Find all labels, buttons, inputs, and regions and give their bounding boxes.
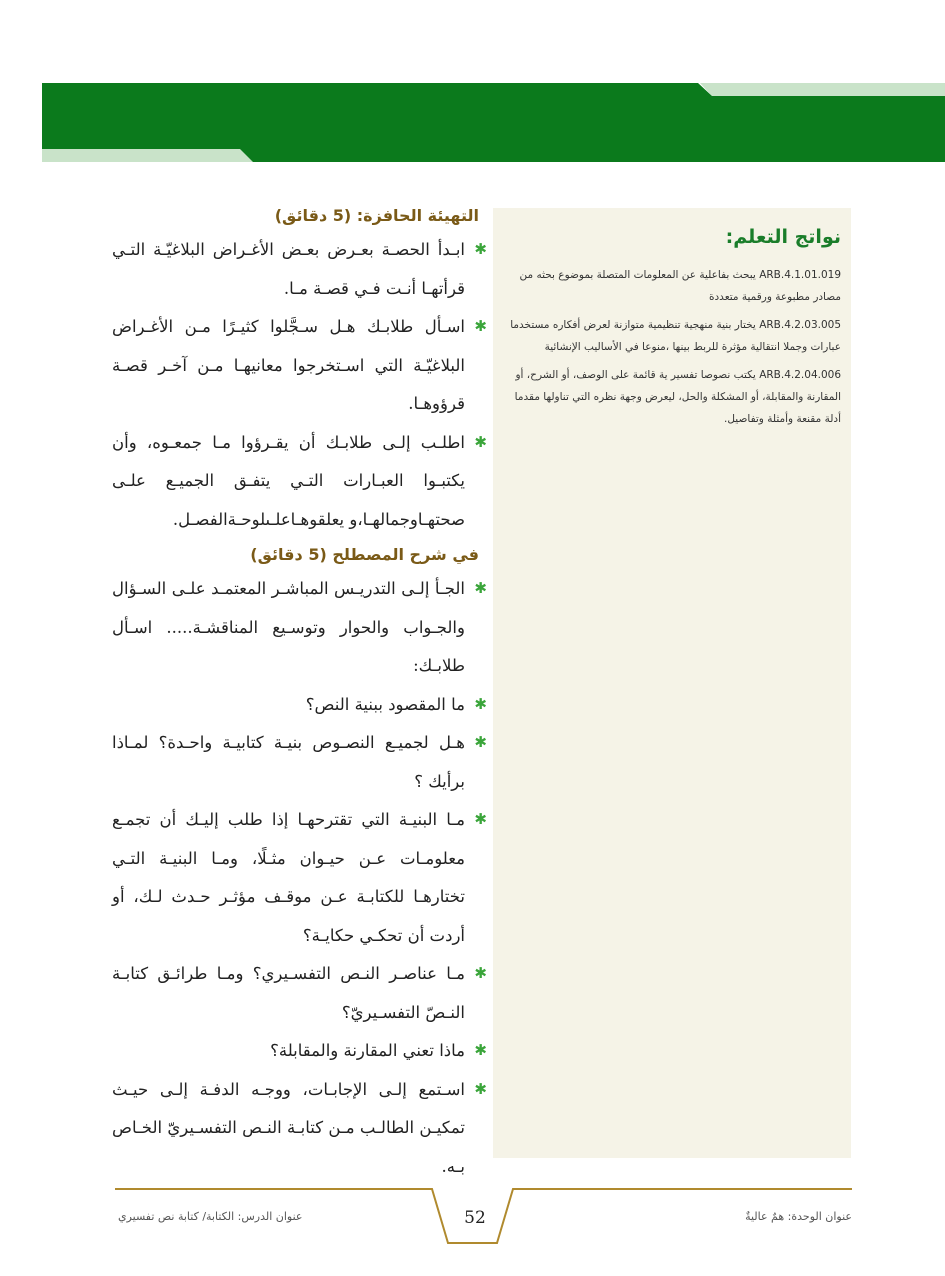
section-title-term: في شرح المصطلح (5 دقائق)	[250, 545, 479, 564]
outcome-code: ARB.4.2.03.005	[759, 319, 841, 331]
list-item-text: الجـأ إلـى التدريـس المباشـر المعتمـد علـى السـؤال والجـواب والحوار وتوسـيع المناقشـة..... اسـأل طلابـك:	[112, 579, 465, 675]
list-item	[112, 424, 487, 540]
term-list	[112, 570, 487, 1186]
list-item-text: اطلـب إلـى طلابـك أن يقـرؤوا مـا جمعـوه، وأن يكتبـوا العبـارات التـي يتفـق الجميـع علـى صحتهـاوجمالهـا،و يعلقوهـاعلـىلوحـةالفصـل.	[112, 432, 465, 529]
list-item	[112, 686, 487, 725]
warmup-list	[112, 231, 487, 539]
lesson-title: عنوان الدرس: الكتابة/ كتابة نص تفسيري	[118, 1210, 303, 1223]
asterisk-bullet-icon: ✱	[474, 579, 487, 597]
learning-outcomes-panel	[493, 208, 851, 1158]
list-item	[112, 231, 487, 308]
list-item-text: مـا البنيـة التي تقترحهـا إذا طلب إليـك أن تجمـع معلومـات عـن حيـوان مثـلًا، ومـا البنيـة التـي تختارهـا للكتابـة عـن موقـف مؤثـر حـدث لـك، أو أردت أن تحكـي حكايـة؟	[112, 810, 465, 945]
asterisk-bullet-icon: ✱	[474, 810, 487, 828]
list-item	[112, 1071, 487, 1187]
list-item	[112, 1032, 487, 1071]
outcome-item	[507, 264, 841, 308]
outcome-code: ARB.4.1.01.019	[759, 269, 841, 281]
asterisk-bullet-icon: ✱	[474, 964, 487, 982]
asterisk-bullet-icon: ✱	[474, 1041, 487, 1059]
list-item-text: ماذا تعني المقارنة والمقابلة؟	[270, 1041, 465, 1060]
outcome-text: يبحث بفاعلية عن المعلومات المتصلة بموضوع بحثه من مصادر مطبوعة ورقمية متعددة	[519, 269, 841, 303]
outcome-text: يختار بنية منهجية تنظيمية متوازنة لعرض أفكاره مستخدما عبارات وجملا انتقالية مؤثرة للربط بينها ،منوعا في الأساليب الإنشائية	[510, 319, 841, 353]
list-item-text: ابـدأ الحصـة بعـرض بعـض الأغـراض البلاغيّـة التـي قرأتهـا أنـت فـي قصـة مـا.	[112, 240, 465, 298]
lesson-content	[112, 200, 487, 1186]
outcome-item	[507, 314, 841, 358]
list-item	[112, 308, 487, 424]
asterisk-bullet-icon: ✱	[474, 317, 487, 335]
outcome-code: ARB.4.2.04.006	[759, 369, 841, 381]
banner-light-stripe-top	[700, 83, 945, 96]
list-item-text: اسـتمع إلـى الإجابـات، ووجـه الدفـة إلـى حيـث تمكيـن الطالـب مـن كتابـة النـص التفسـيريّ الخـاص بـه.	[112, 1079, 465, 1176]
list-item-text: اسـأل طلابـك هـل سـجَّلوا كثيـرًا مـن الأغـراض البلاغيّـة التي اسـتخرجوا معانيهـا مـن آخـر قصـة قرؤوهـا.	[112, 317, 465, 413]
asterisk-bullet-icon: ✱	[474, 1079, 487, 1098]
asterisk-bullet-icon: ✱	[474, 432, 487, 451]
page-number: 52	[464, 1208, 486, 1228]
header-banner	[0, 0, 945, 175]
list-item-text: ما المقصود ببنية النص؟	[305, 694, 465, 714]
outcome-item	[507, 364, 841, 430]
list-item	[112, 801, 487, 955]
section-title-warmup: التهيئة الحافزة: (5 دقائق)	[274, 206, 479, 225]
list-item	[112, 570, 487, 686]
outcome-text: يكتب نصوصا تفسير ية قائمة على الوصف، أو الشرح، أو المقارنة والمقابلة، أو المشكلة والحل، ليعرض وجهة نظره التي تناولها مقدما أدلة مقنعة وأمثلة وتفاصيل.	[514, 369, 841, 425]
footer-frame	[0, 1180, 945, 1276]
asterisk-bullet-icon: ✱	[474, 694, 487, 713]
list-item-text: مـا عناصـر النـص التفسـيري؟ ومـا طرائـق كتابـة النـصّ التفسـيريّ؟	[112, 964, 465, 1022]
banner-light-stripe-bottom	[42, 149, 253, 162]
list-item	[112, 955, 487, 1032]
unit-title: عنوان الوحدة: همٌ عاليةٌ	[745, 1210, 852, 1223]
asterisk-bullet-icon: ✱	[474, 733, 487, 751]
list-item-text: هـل لجميـع النصـوص بنيـة كتابيـة واحـدة؟ لمـاذا برأيك ؟	[112, 733, 465, 791]
learning-outcomes-title: نواتج التعلم:	[725, 226, 841, 248]
asterisk-bullet-icon: ✱	[474, 240, 487, 258]
list-item	[112, 724, 487, 801]
